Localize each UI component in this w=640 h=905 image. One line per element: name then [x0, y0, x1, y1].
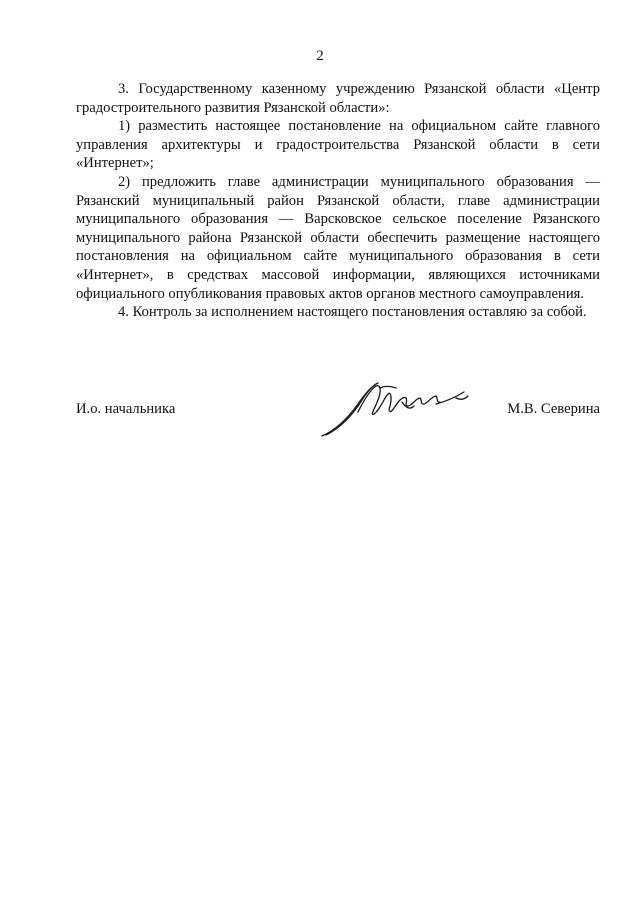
- paragraph-item-4: 4. Контроль за исполнением настоящего постановления оставляю за собой.: [118, 304, 587, 321]
- signer-name: М.В. Северина: [507, 401, 600, 417]
- page-number: 2: [316, 48, 324, 64]
- paragraph-subitem-1: 1) разместить настоящее постановление на официальном сайте главного управления архитектуры и градостроительства Рязанской области в сети «Интернет»;: [76, 118, 600, 172]
- handwritten-signature: [318, 378, 478, 440]
- document-body: [76, 80, 600, 322]
- signature-block: [76, 398, 600, 426]
- paragraph-item-3: 3. Государственному казенному учреждению Рязанской области «Центр градостроительного развития Рязанской области»:: [76, 81, 600, 116]
- paragraph-subitem-2: 2) предложить главе администрации муниципального образования — Рязанский муниципальный район Рязанской области, главе администрации муниципального образования — Варсковское сельское поселение Рязанского муниципального района Рязанской области обеспечить размещение настоящего постановления на официальном сайте муниципального образования в сети «Интернет», в средствах массовой информации, являющихся источниками официального опубликования правовых актов органов местного самоуправления.: [76, 173, 600, 302]
- signer-position: И.о. начальника: [76, 401, 176, 417]
